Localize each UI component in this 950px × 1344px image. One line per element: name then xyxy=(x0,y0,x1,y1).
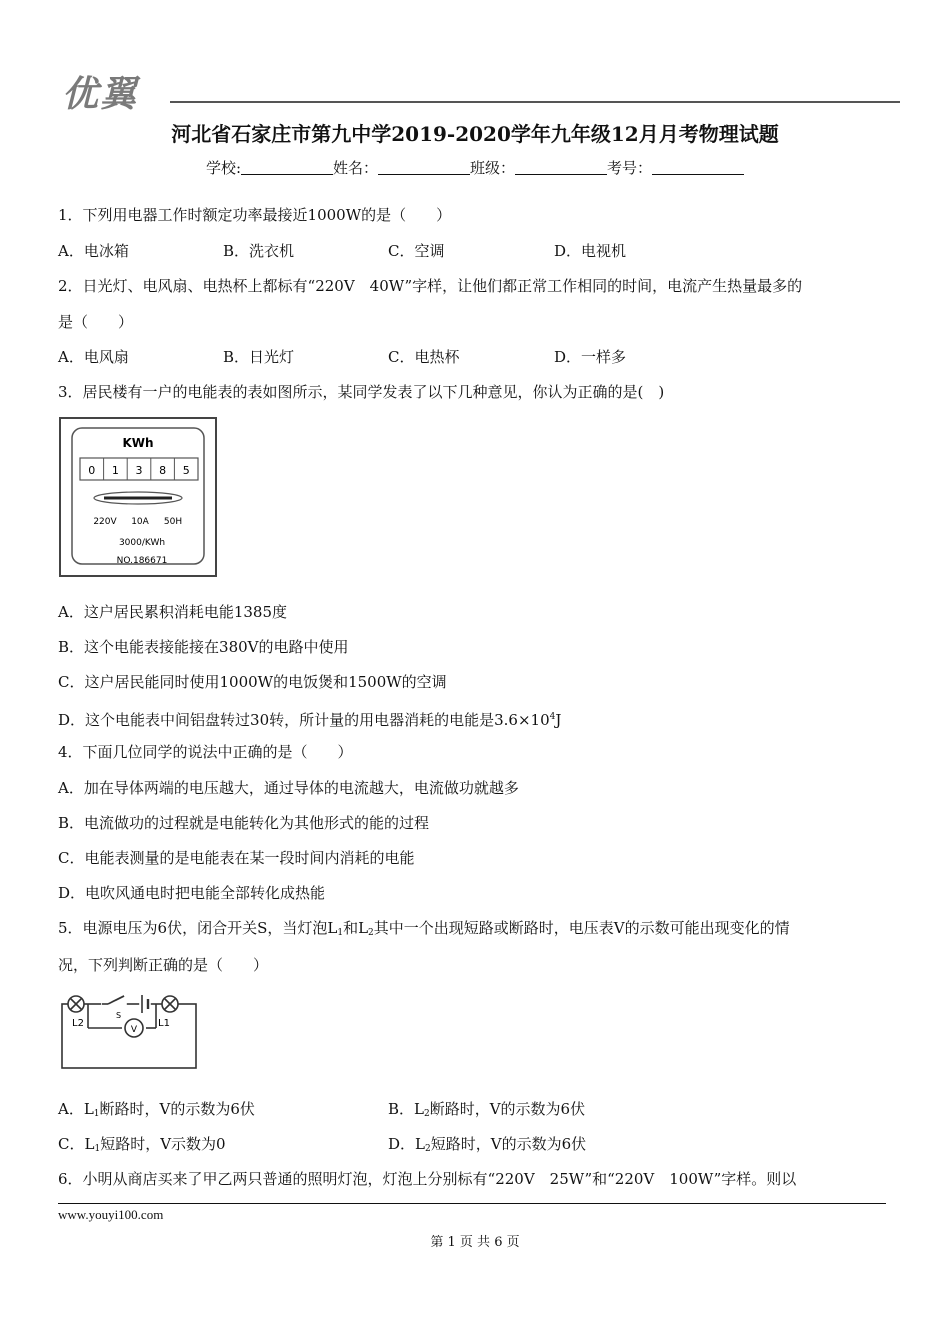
subscript: 2 xyxy=(425,1144,431,1154)
q2-stem-line1: 2．日光灯、电风扇、电热杯上都标有“220V 40W”字样，让他们都正常工作相同的时间，电流产生热量最多的 xyxy=(58,277,803,295)
q5-option-a-pre: A．L xyxy=(58,1100,94,1118)
q5-option-d-post: 短路时，V的示数为6伏 xyxy=(430,1135,587,1153)
q5-option-a[interactable] xyxy=(58,1099,255,1124)
q3-option-b[interactable]: B．这个电能表接能接在380V的电路中使用 xyxy=(58,638,349,656)
q1-option-d[interactable]: D．电视机 xyxy=(554,242,627,260)
q5-stem-part: 和L xyxy=(343,919,369,937)
l1-label: L1 xyxy=(158,1018,170,1029)
q6-stem: 6．小明从商店买来了甲乙两只普通的照明灯泡，灯泡上分别标有“220V 25W”和“220V 100W”字样。则以 xyxy=(58,1170,797,1188)
q5-stem-part: 5．电源电压为6伏，闭合开关S，当灯泡L xyxy=(58,919,338,937)
meter-voltage: 220V xyxy=(93,517,117,527)
q1-option-b[interactable]: B．洗衣机 xyxy=(223,242,295,260)
q3-stem: 3．居民楼有一户的电能表的表如图所示，某同学发表了以下几种意见，你认为正确的是( ) xyxy=(58,383,665,401)
class-blank[interactable] xyxy=(515,160,607,175)
q3-option-c[interactable]: C．这户居民能同时使用1000W的电饭煲和1500W的空调 xyxy=(58,673,447,691)
meter-digit: 5 xyxy=(182,464,190,477)
q5-option-a-post: 断路时，V的示数为6伏 xyxy=(99,1100,255,1118)
meter-digit: 1 xyxy=(111,464,119,477)
q3-option-d[interactable] xyxy=(58,707,561,730)
q5-option-b[interactable] xyxy=(388,1099,585,1124)
q5-option-b-pre: B．L xyxy=(388,1100,424,1118)
footer-url[interactable]: www.youyi100.com xyxy=(58,1207,164,1222)
header-rule xyxy=(170,101,900,103)
l2-label: L2 xyxy=(72,1018,84,1029)
meter-unit-label: KWh xyxy=(122,436,154,450)
q2-option-c[interactable]: C．电热杯 xyxy=(388,348,460,366)
meter-digit: 0 xyxy=(88,464,96,477)
subscript: 2 xyxy=(423,1109,430,1119)
q5-option-d[interactable] xyxy=(388,1134,586,1159)
q5-stem-line2: 况，下列判断正确的是（ ） xyxy=(58,956,269,974)
exam-no-label: 考号： xyxy=(607,159,653,177)
q3-option-d-text: D．这个电能表中间铝盘转过30转，所计量的用电器消耗的电能是3.6×10 xyxy=(58,711,550,729)
q5-option-c-pre: C．L xyxy=(58,1135,95,1153)
q4-option-c[interactable]: C．电能表测量的是电能表在某一段时间内消耗的电能 xyxy=(58,849,415,867)
q5-option-b-post: 断路时，V的示数为6伏 xyxy=(429,1100,586,1118)
class-label: 班级： xyxy=(470,159,516,177)
exponent: 4 xyxy=(549,712,556,722)
page-number: 第 1 页 共 6 页 xyxy=(430,1235,520,1250)
q4-option-b[interactable]: B．电流做功的过程就是电能转化为其他形式的能的过程 xyxy=(58,814,430,832)
subscript: 1 xyxy=(93,1109,100,1119)
q4-stem: 4．下面几位同学的说法中正确的是（ ） xyxy=(58,743,353,761)
q2-option-a[interactable]: A．电风扇 xyxy=(58,348,129,366)
q2-option-d[interactable]: D．一样多 xyxy=(554,348,627,366)
q5-option-c[interactable] xyxy=(58,1134,226,1159)
school-blank[interactable] xyxy=(241,160,333,175)
q5-option-d-pre: D．L xyxy=(388,1135,425,1153)
q4-option-a[interactable]: A．加在导体两端的电压越大，通过导体的电流越大，电流做功就越多 xyxy=(58,779,519,797)
q1-option-a[interactable]: A．电冰箱 xyxy=(58,242,129,260)
q5-stem-part: 其中一个出现短路或断路时，电压表V的示数可能出现变化的情 xyxy=(373,919,790,937)
meter-digit: 8 xyxy=(159,464,167,477)
meter-serial: NO.186671 xyxy=(116,556,168,566)
q3-option-a[interactable]: A．这户居民累积消耗电能1385度 xyxy=(58,603,288,621)
meter-frequency: 50H xyxy=(163,517,183,527)
subscript: 1 xyxy=(337,928,344,938)
q2-stem-line2: 是（ ） xyxy=(58,313,134,331)
circuit-diagram xyxy=(58,992,200,1072)
voltmeter-label: V xyxy=(130,1025,138,1035)
name-blank[interactable] xyxy=(378,160,470,175)
subscript: 2 xyxy=(368,928,374,938)
q1-option-c[interactable]: C．空调 xyxy=(388,242,445,260)
footer-rule xyxy=(58,1203,886,1204)
q5-stem-line1 xyxy=(58,918,790,943)
name-label: 姓名： xyxy=(333,159,379,177)
meter-constant: 3000/KWh xyxy=(118,538,166,548)
student-info-row xyxy=(0,157,950,178)
meter-current: 10A xyxy=(131,517,149,527)
logo: 优翼 xyxy=(62,74,139,115)
subscript: 1 xyxy=(94,1144,101,1154)
q5-option-c-post: 短路时，V示数为0 xyxy=(100,1135,226,1153)
electric-meter-figure xyxy=(58,416,218,578)
exam-no-blank[interactable] xyxy=(652,160,744,175)
q4-option-d[interactable]: D．电吹风通电时把电能全部转化成热能 xyxy=(58,884,326,902)
q2-option-b[interactable]: B．日光灯 xyxy=(223,348,295,366)
page-title: 河北省石家庄市第九中学2019-2020学年九年级12月月考物理试题 xyxy=(171,122,779,146)
meter-digit: 3 xyxy=(135,464,143,477)
q1-stem: 1．下列用电器工作时额定功率最接近1000W的是（ ） xyxy=(58,206,452,224)
switch-label: S xyxy=(116,1011,122,1020)
school-label: 学校: xyxy=(205,159,241,177)
q3-option-d-unit: J xyxy=(555,711,562,729)
